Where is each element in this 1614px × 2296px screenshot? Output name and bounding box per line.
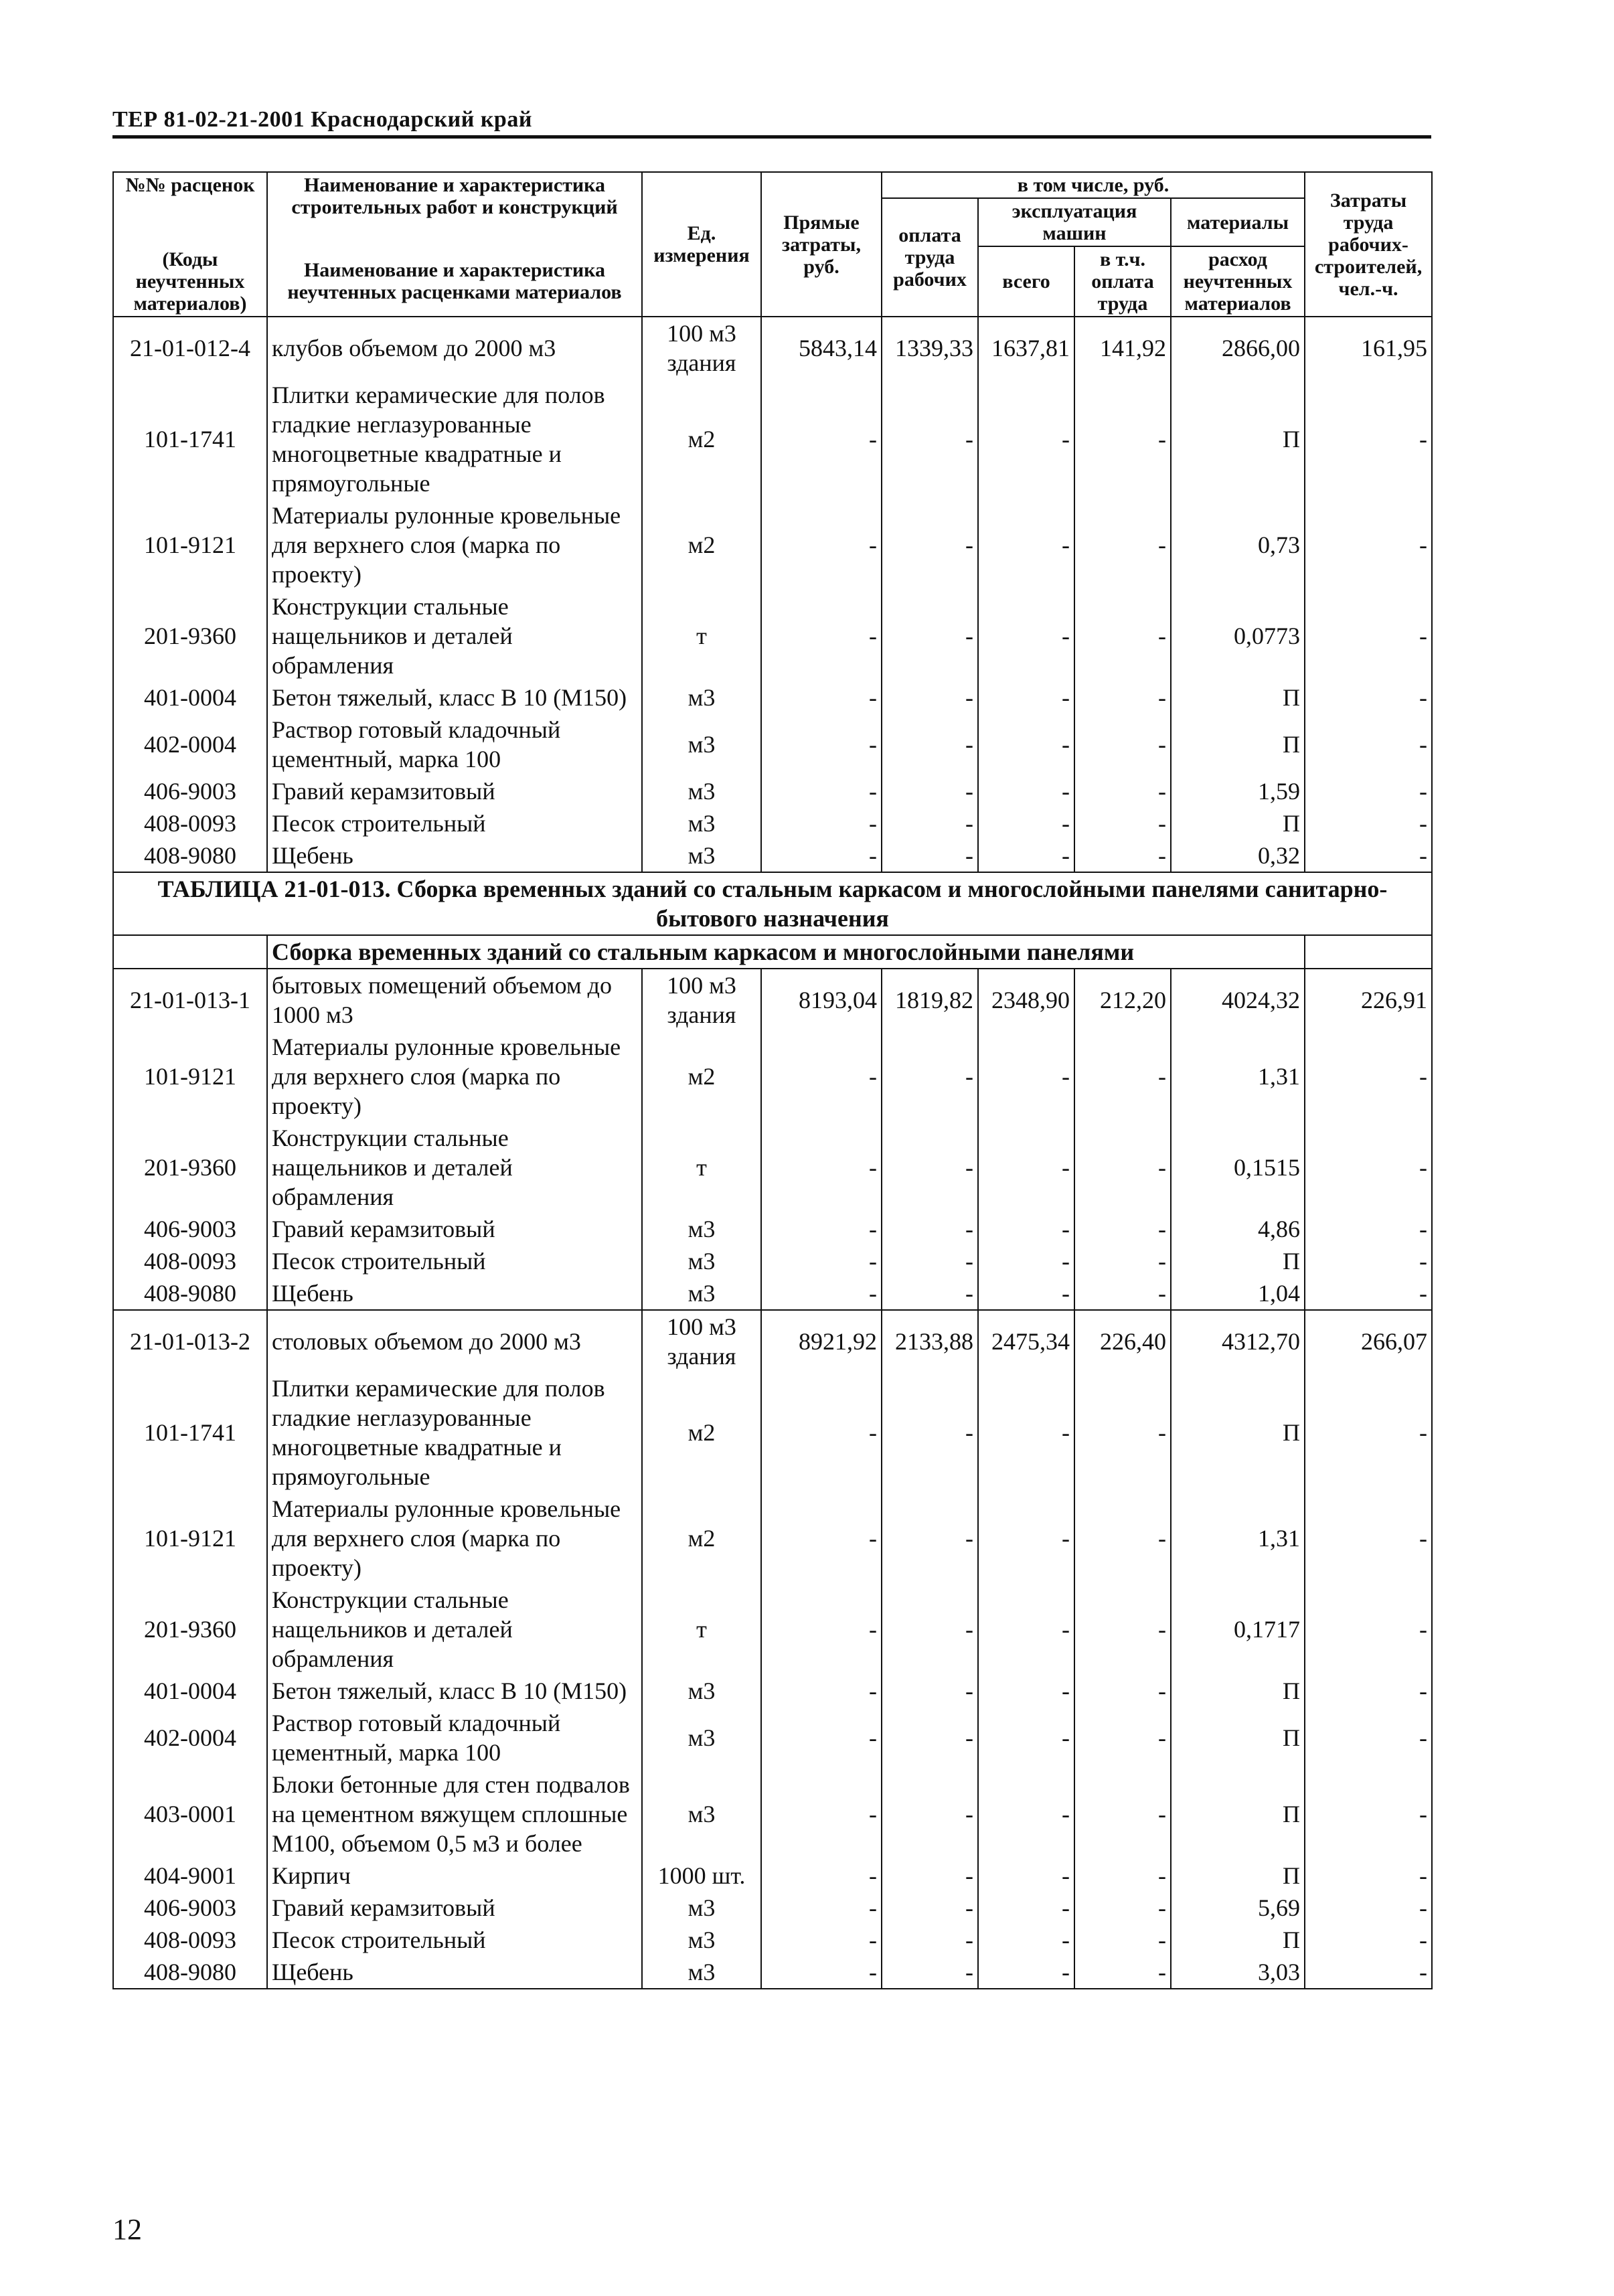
machines-wage-cell: -	[1074, 1892, 1171, 1924]
rate-code-cell: 101-1741	[113, 1372, 267, 1493]
header-direct-costs: Прямые затраты, руб.	[761, 172, 882, 317]
wage-cell: -	[882, 1584, 978, 1675]
section-title-spacer	[113, 935, 267, 969]
materials-cell: 1,31	[1171, 1031, 1305, 1122]
machines-cell: -	[978, 681, 1074, 714]
name-cell: Конструкции стальные нащельников и деталей обрамления	[267, 1122, 642, 1213]
machines-wage-cell: -	[1074, 379, 1171, 499]
direct-cost-cell: -	[761, 1675, 882, 1707]
header-row-1	[113, 172, 1432, 198]
direct-cost-cell: -	[761, 499, 882, 590]
machines-wage-cell: -	[1074, 1769, 1171, 1860]
unit-cell: м3	[642, 1245, 761, 1277]
rate-code-cell: 101-9121	[113, 499, 267, 590]
machines-cell: -	[978, 1860, 1074, 1892]
name-cell: Плитки керамические для полов гладкие неглазурованные многоцветные квадратные и прямоугольные	[267, 379, 642, 499]
unit-cell: м3	[642, 775, 761, 807]
rate-code-cell: 408-0093	[113, 1924, 267, 1956]
name-cell: столовых объемом до 2000 м3	[267, 1310, 642, 1372]
table-row	[113, 1277, 1432, 1310]
direct-cost-cell: -	[761, 839, 882, 872]
direct-cost-cell: -	[761, 681, 882, 714]
header-labor: Затраты труда рабочих-строителей, чел.-ч.	[1305, 172, 1432, 317]
section-title-row	[113, 935, 1432, 969]
name-cell: Кирпич	[267, 1860, 642, 1892]
materials-cell: 1,31	[1171, 1493, 1305, 1584]
materials-cell: 4,86	[1171, 1213, 1305, 1245]
materials-cell: 0,1515	[1171, 1122, 1305, 1213]
table-row	[113, 1310, 1432, 1372]
name-cell: Раствор готовый кладочный цементный, марка 100	[267, 714, 642, 775]
wage-cell: -	[882, 714, 978, 775]
direct-cost-cell: -	[761, 1213, 882, 1245]
labor-cell: -	[1305, 590, 1432, 681]
labor-cell: -	[1305, 1675, 1432, 1707]
materials-cell: 3,03	[1171, 1956, 1305, 1989]
direct-cost-cell: -	[761, 1277, 882, 1310]
materials-cell: П	[1171, 681, 1305, 714]
machines-cell: 2348,90	[978, 969, 1074, 1031]
labor-cell: 161,95	[1305, 317, 1432, 379]
table-row	[113, 1707, 1432, 1769]
rate-code-cell: 404-9001	[113, 1860, 267, 1892]
direct-cost-cell: -	[761, 1031, 882, 1122]
header-name-mats: Наименование и характеристика неучтенных расценками материалов	[267, 246, 642, 317]
page-number: 12	[112, 2213, 142, 2246]
materials-cell: 5,69	[1171, 1892, 1305, 1924]
table-row	[113, 1892, 1432, 1924]
machines-cell: 2475,34	[978, 1310, 1074, 1372]
materials-cell: П	[1171, 807, 1305, 839]
rate-code-cell: 101-1741	[113, 379, 267, 499]
machines-cell: -	[978, 1245, 1074, 1277]
table-row	[113, 1213, 1432, 1245]
header-materials: материалы	[1171, 198, 1305, 246]
labor-cell: -	[1305, 839, 1432, 872]
unit-cell: м3	[642, 1277, 761, 1310]
labor-cell: -	[1305, 379, 1432, 499]
rows-group-a	[113, 317, 1432, 872]
name-cell: Материалы рулонные кровельные для верхнего слоя (марка по проекту)	[267, 499, 642, 590]
direct-cost-cell: -	[761, 807, 882, 839]
labor-cell: -	[1305, 1860, 1432, 1892]
materials-cell: 4312,70	[1171, 1310, 1305, 1372]
rate-code-cell: 406-9003	[113, 1892, 267, 1924]
header-rates-no: №№ расценок	[113, 172, 267, 246]
wage-cell: -	[882, 590, 978, 681]
name-cell: Щебень	[267, 1277, 642, 1310]
labor-cell: -	[1305, 714, 1432, 775]
table-row	[113, 1584, 1432, 1675]
table-row	[113, 1245, 1432, 1277]
wage-cell: -	[882, 499, 978, 590]
unit-cell: м2	[642, 379, 761, 499]
wage-cell: -	[882, 379, 978, 499]
unit-cell: м3	[642, 1924, 761, 1956]
name-cell: Щебень	[267, 1956, 642, 1989]
labor-cell: 266,07	[1305, 1310, 1432, 1372]
header-machines: эксплуатация машин	[978, 198, 1171, 246]
machines-wage-cell: -	[1074, 1956, 1171, 1989]
table-row	[113, 379, 1432, 499]
header-rule	[112, 135, 1431, 139]
direct-cost-cell: 8921,92	[761, 1310, 882, 1372]
table-row	[113, 1372, 1432, 1493]
table-row	[113, 1860, 1432, 1892]
rate-code-cell: 21-01-013-2	[113, 1310, 267, 1372]
materials-cell: П	[1171, 1372, 1305, 1493]
direct-cost-cell: -	[761, 1584, 882, 1675]
labor-cell: -	[1305, 1707, 1432, 1769]
unit-cell: 100 м3 здания	[642, 317, 761, 379]
machines-cell: -	[978, 1584, 1074, 1675]
unit-cell: м3	[642, 839, 761, 872]
rate-code-cell: 21-01-012-4	[113, 317, 267, 379]
labor-cell: -	[1305, 775, 1432, 807]
header-total: всего	[978, 246, 1074, 317]
header-including: в том числе, руб.	[882, 172, 1305, 198]
machines-wage-cell: -	[1074, 807, 1171, 839]
machines-wage-cell: 141,92	[1074, 317, 1171, 379]
direct-cost-cell: 8193,04	[761, 969, 882, 1031]
machines-wage-cell: -	[1074, 1372, 1171, 1493]
labor-cell: -	[1305, 499, 1432, 590]
machines-cell: -	[978, 379, 1074, 499]
wage-cell: -	[882, 1892, 978, 1924]
wage-cell: -	[882, 1031, 978, 1122]
materials-cell: П	[1171, 714, 1305, 775]
name-cell: Песок строительный	[267, 1924, 642, 1956]
rate-code-cell: 201-9360	[113, 1122, 267, 1213]
direct-cost-cell: -	[761, 1892, 882, 1924]
wage-cell: 2133,88	[882, 1310, 978, 1372]
name-cell: Песок строительный	[267, 1245, 642, 1277]
direct-cost-cell: -	[761, 1372, 882, 1493]
rates-table	[112, 171, 1433, 1989]
unit-cell: 100 м3 здания	[642, 1310, 761, 1372]
labor-cell: -	[1305, 1245, 1432, 1277]
machines-cell: -	[978, 1956, 1074, 1989]
unit-cell: м2	[642, 1493, 761, 1584]
wage-cell: -	[882, 1493, 978, 1584]
wage-cell: -	[882, 1245, 978, 1277]
labor-cell: -	[1305, 1031, 1432, 1122]
machines-cell: -	[978, 1675, 1074, 1707]
unit-cell: м2	[642, 499, 761, 590]
wage-cell: 1339,33	[882, 317, 978, 379]
materials-cell: 0,0773	[1171, 590, 1305, 681]
machines-cell: -	[978, 1892, 1074, 1924]
machines-wage-cell: -	[1074, 1707, 1171, 1769]
direct-cost-cell: -	[761, 1924, 882, 1956]
unit-cell: м3	[642, 681, 761, 714]
machines-cell: -	[978, 1213, 1074, 1245]
table-row	[113, 1675, 1432, 1707]
section-title-spacer-right	[1305, 935, 1432, 969]
labor-cell: 226,91	[1305, 969, 1432, 1031]
machines-cell: -	[978, 1372, 1074, 1493]
unit-cell: м3	[642, 1675, 761, 1707]
machines-wage-cell: -	[1074, 1213, 1171, 1245]
labor-cell: -	[1305, 1892, 1432, 1924]
labor-cell: -	[1305, 1122, 1432, 1213]
unit-cell: м3	[642, 1892, 761, 1924]
machines-cell: -	[978, 1277, 1074, 1310]
rate-code-cell: 408-9080	[113, 1956, 267, 1989]
table-row	[113, 1769, 1432, 1860]
materials-cell: П	[1171, 1769, 1305, 1860]
header-mat-codes: (Коды неучтенных материалов)	[113, 246, 267, 317]
unit-cell: м2	[642, 1031, 761, 1122]
rows-group-b	[113, 969, 1432, 1310]
materials-cell: 0,73	[1171, 499, 1305, 590]
materials-cell: П	[1171, 1245, 1305, 1277]
wage-cell: -	[882, 1956, 978, 1989]
direct-cost-cell: -	[761, 1860, 882, 1892]
wage-cell: -	[882, 839, 978, 872]
rate-code-cell: 408-0093	[113, 1245, 267, 1277]
header-wage: оплата труда рабочих	[882, 198, 978, 317]
table-title-group	[113, 872, 1432, 969]
direct-cost-cell: -	[761, 1707, 882, 1769]
rate-code-cell: 101-9121	[113, 1031, 267, 1122]
name-cell: Блоки бетонные для стен подвалов на цементном вяжущем сплошные М100, объемом 0,5 м3 и более	[267, 1769, 642, 1860]
table-row	[113, 714, 1432, 775]
name-cell: клубов объемом до 2000 м3	[267, 317, 642, 379]
table-row	[113, 1122, 1432, 1213]
unit-cell: м3	[642, 1707, 761, 1769]
labor-cell: -	[1305, 1584, 1432, 1675]
name-cell: Материалы рулонные кровельные для верхнего слоя (марка по проекту)	[267, 1031, 642, 1122]
wage-cell: -	[882, 1924, 978, 1956]
section-title: Сборка временных зданий со стальным каркасом и многослойными панелями	[267, 935, 1305, 969]
machines-wage-cell: -	[1074, 775, 1171, 807]
wage-cell: -	[882, 1213, 978, 1245]
labor-cell: -	[1305, 807, 1432, 839]
materials-cell: 1,04	[1171, 1277, 1305, 1310]
materials-cell: 2866,00	[1171, 317, 1305, 379]
name-cell: Песок строительный	[267, 807, 642, 839]
name-cell: Гравий керамзитовый	[267, 1213, 642, 1245]
name-cell: Конструкции стальные нащельников и деталей обрамления	[267, 1584, 642, 1675]
wage-cell: -	[882, 1277, 978, 1310]
unit-cell: т	[642, 1122, 761, 1213]
machines-cell: -	[978, 1769, 1074, 1860]
header-incl-wage: в т.ч. оплата труда	[1074, 246, 1171, 317]
machines-wage-cell: -	[1074, 714, 1171, 775]
direct-cost-cell: -	[761, 775, 882, 807]
materials-cell: П	[1171, 1860, 1305, 1892]
unit-cell: м3	[642, 807, 761, 839]
table-row	[113, 317, 1432, 379]
table-row	[113, 681, 1432, 714]
labor-cell: -	[1305, 1493, 1432, 1584]
name-cell: Гравий керамзитовый	[267, 775, 642, 807]
materials-cell: П	[1171, 1675, 1305, 1707]
machines-wage-cell: -	[1074, 1860, 1171, 1892]
labor-cell: -	[1305, 1277, 1432, 1310]
table-row	[113, 1031, 1432, 1122]
direct-cost-cell: -	[761, 1769, 882, 1860]
labor-cell: -	[1305, 1213, 1432, 1245]
rate-code-cell: 408-9080	[113, 839, 267, 872]
name-cell: Щебень	[267, 839, 642, 872]
materials-cell: 1,59	[1171, 775, 1305, 807]
rate-code-cell: 402-0004	[113, 1707, 267, 1769]
direct-cost-cell: -	[761, 590, 882, 681]
direct-cost-cell: 5843,14	[761, 317, 882, 379]
unit-cell: м3	[642, 1956, 761, 1989]
table-row	[113, 590, 1432, 681]
table-row	[113, 499, 1432, 590]
rate-code-cell: 403-0001	[113, 1769, 267, 1860]
wage-cell: -	[882, 1860, 978, 1892]
machines-wage-cell: -	[1074, 1122, 1171, 1213]
machines-wage-cell: -	[1074, 1493, 1171, 1584]
materials-cell: 0,1717	[1171, 1584, 1305, 1675]
name-cell: бытовых помещений объемом до 1000 м3	[267, 969, 642, 1031]
machines-cell: -	[978, 499, 1074, 590]
wage-cell: -	[882, 807, 978, 839]
machines-wage-cell: 212,20	[1074, 969, 1171, 1031]
direct-cost-cell: -	[761, 379, 882, 499]
page-header	[112, 107, 1431, 139]
wage-cell: 1819,82	[882, 969, 978, 1031]
labor-cell: -	[1305, 1769, 1432, 1860]
labor-cell: -	[1305, 681, 1432, 714]
direct-cost-cell: -	[761, 1245, 882, 1277]
labor-cell: -	[1305, 1372, 1432, 1493]
table-row	[113, 1493, 1432, 1584]
direct-cost-cell: -	[761, 714, 882, 775]
table-row	[113, 1924, 1432, 1956]
machines-cell: 1637,81	[978, 317, 1074, 379]
table-row	[113, 969, 1432, 1031]
rate-code-cell: 408-9080	[113, 1277, 267, 1310]
rate-code-cell: 201-9360	[113, 590, 267, 681]
machines-cell: -	[978, 1122, 1074, 1213]
machines-wage-cell: -	[1074, 1245, 1171, 1277]
direct-cost-cell: -	[761, 1956, 882, 1989]
machines-cell: -	[978, 590, 1074, 681]
header-mat-use: расход неучтенных материалов	[1171, 246, 1305, 317]
wage-cell: -	[882, 775, 978, 807]
materials-cell: 4024,32	[1171, 969, 1305, 1031]
name-cell: Бетон тяжелый, класс В 10 (М150)	[267, 1675, 642, 1707]
unit-cell: м3	[642, 714, 761, 775]
machines-cell: -	[978, 1493, 1074, 1584]
machines-wage-cell: -	[1074, 839, 1171, 872]
name-cell: Плитки керамические для полов гладкие неглазурованные многоцветные квадратные и прямоугольные	[267, 1372, 642, 1493]
unit-cell: м2	[642, 1372, 761, 1493]
rows-group-c	[113, 1310, 1432, 1989]
machines-wage-cell: -	[1074, 1584, 1171, 1675]
machines-cell: -	[978, 839, 1074, 872]
machines-cell: -	[978, 1707, 1074, 1769]
wage-cell: -	[882, 1675, 978, 1707]
rate-code-cell: 406-9003	[113, 1213, 267, 1245]
materials-cell: П	[1171, 1707, 1305, 1769]
unit-cell: м3	[642, 1213, 761, 1245]
name-cell: Гравий керамзитовый	[267, 1892, 642, 1924]
machines-wage-cell: -	[1074, 681, 1171, 714]
machines-wage-cell: -	[1074, 1675, 1171, 1707]
unit-cell: м3	[642, 1769, 761, 1860]
machines-cell: -	[978, 1031, 1074, 1122]
document-header: ТЕР 81-02-21-2001 Краснодарский край	[112, 107, 532, 132]
rate-code-cell: 408-0093	[113, 807, 267, 839]
rate-code-cell: 101-9121	[113, 1493, 267, 1584]
direct-cost-cell: -	[761, 1493, 882, 1584]
machines-wage-cell: 226,40	[1074, 1310, 1171, 1372]
wage-cell: -	[882, 1707, 978, 1769]
wage-cell: -	[882, 1372, 978, 1493]
machines-cell: -	[978, 714, 1074, 775]
rate-code-cell: 401-0004	[113, 681, 267, 714]
machines-cell: -	[978, 807, 1074, 839]
materials-cell: П	[1171, 1924, 1305, 1956]
rate-code-cell: 401-0004	[113, 1675, 267, 1707]
unit-cell: 1000 шт.	[642, 1860, 761, 1892]
wage-cell: -	[882, 1769, 978, 1860]
header-unit: Ед. измерения	[642, 172, 761, 317]
table-row	[113, 775, 1432, 807]
unit-cell: 100 м3 здания	[642, 969, 761, 1031]
header-name-works: Наименование и характеристика строительных работ и конструкций	[267, 172, 642, 246]
unit-cell: т	[642, 1584, 761, 1675]
table-row	[113, 1956, 1432, 1989]
machines-wage-cell: -	[1074, 1924, 1171, 1956]
name-cell: Бетон тяжелый, класс В 10 (М150)	[267, 681, 642, 714]
machines-wage-cell: -	[1074, 1277, 1171, 1310]
wage-cell: -	[882, 681, 978, 714]
machines-wage-cell: -	[1074, 590, 1171, 681]
materials-cell: 0,32	[1171, 839, 1305, 872]
direct-cost-cell: -	[761, 1122, 882, 1213]
name-cell: Конструкции стальные нащельников и деталей обрамления	[267, 590, 642, 681]
rate-code-cell: 402-0004	[113, 714, 267, 775]
labor-cell: -	[1305, 1956, 1432, 1989]
table-row	[113, 807, 1432, 839]
rate-code-cell: 201-9360	[113, 1584, 267, 1675]
materials-cell: П	[1171, 379, 1305, 499]
wage-cell: -	[882, 1122, 978, 1213]
labor-cell: -	[1305, 1924, 1432, 1956]
machines-cell: -	[978, 1924, 1074, 1956]
machines-cell: -	[978, 775, 1074, 807]
name-cell: Материалы рулонные кровельные для верхнего слоя (марка по проекту)	[267, 1493, 642, 1584]
machines-wage-cell: -	[1074, 499, 1171, 590]
rate-code-cell: 21-01-013-1	[113, 969, 267, 1031]
table-title: ТАБЛИЦА 21-01-013. Сборка временных зданий со стальным каркасом и многослойными панелями санитарно-бытового назначения	[113, 872, 1432, 935]
table-row	[113, 839, 1432, 872]
unit-cell: т	[642, 590, 761, 681]
name-cell: Раствор готовый кладочный цементный, марка 100	[267, 1707, 642, 1769]
machines-wage-cell: -	[1074, 1031, 1171, 1122]
table-title-row	[113, 872, 1432, 935]
rate-code-cell: 406-9003	[113, 775, 267, 807]
